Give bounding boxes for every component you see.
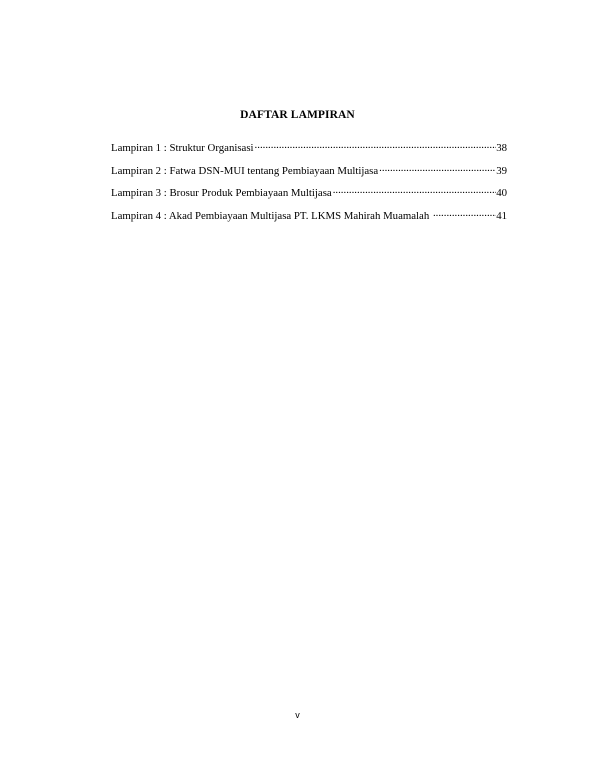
appendix-entry (111, 139, 507, 162)
appendix-entry-page: 39 (496, 164, 507, 177)
appendix-entry-label: Lampiran 4 : Akad Pembiayaan Multijasa PT. LKMS Mahirah Muamalah (111, 210, 432, 223)
appendix-entry-label: Lampiran 2 : Fatwa DSN-MUI tentang Pembiayaan Multijasa (111, 164, 379, 177)
dot-leader (432, 207, 496, 219)
appendix-list (111, 139, 507, 230)
appendix-entry (111, 207, 507, 230)
appendix-entry-label: Lampiran 1 : Struktur Organisasi (111, 142, 254, 154)
dot-leader (332, 184, 497, 196)
appendix-entry (111, 162, 507, 185)
dot-leader (378, 162, 496, 174)
appendix-entry-page: 40 (496, 187, 507, 200)
appendix-entry-page: 41 (496, 210, 507, 223)
page-title: DAFTAR LAMPIRAN (240, 109, 355, 121)
page-number: v (295, 710, 300, 720)
dot-leader (254, 139, 497, 151)
appendix-entry (111, 184, 507, 207)
appendix-entry-label: Lampiran 3 : Brosur Produk Pembiayaan Multijasa (111, 187, 332, 200)
appendix-entry-page: 38 (496, 142, 507, 154)
